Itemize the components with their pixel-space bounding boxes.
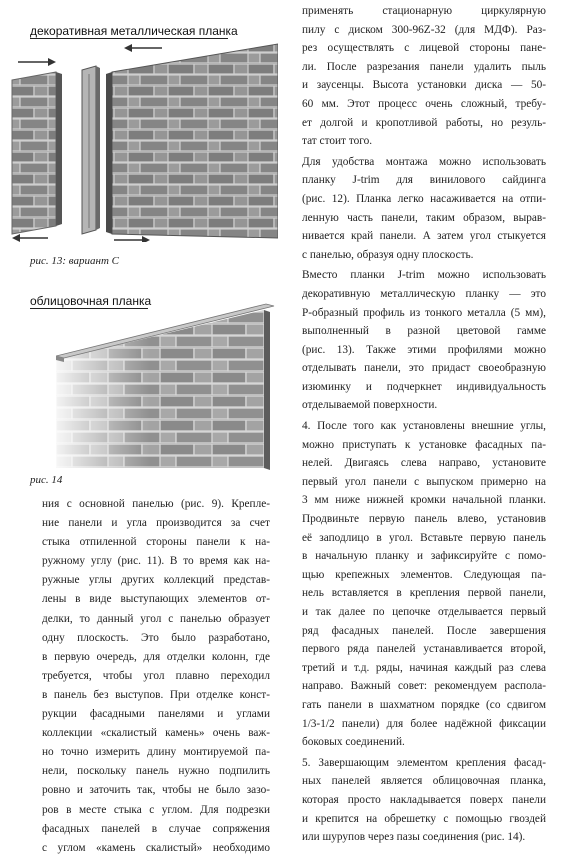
text-line: стыка отпиленной стороны панели к на- xyxy=(42,536,270,549)
text-line: ровно и заточить так, чтобы не было зазо- xyxy=(42,784,270,797)
left-column xyxy=(42,495,270,858)
text-line: первого ряда панелей устанавливается второй, xyxy=(302,643,546,656)
text-line: пилу с диском 300-96Z-32 (для МДФ). Раз- xyxy=(302,23,546,36)
text-line: изюминку и подчеркнет индивидуальность xyxy=(302,380,546,393)
text-line: (рис. 12). Планка легко насаживается на отпи- xyxy=(302,192,546,205)
text-line: ли. После разрезания панели удалить пыль xyxy=(302,60,546,73)
text-line: ния с основной панелью (рис. 9). Крепле- xyxy=(42,498,270,510)
text-line: нель вставляется в крепления первой панели, xyxy=(302,587,546,600)
text-line: ет долгой и кропотливой работы, но резуль- xyxy=(302,116,546,129)
text-line: тат стоит того. xyxy=(302,135,373,148)
text-line: с углом «камень скалистый» необходимо xyxy=(42,841,270,854)
text-line: коллекции «скалистый камень» очень важ- xyxy=(42,727,270,740)
text-line: гать панели в шахматном порядке (со сдвигом xyxy=(302,698,546,711)
text-line: которая просто накладывается поверх панели xyxy=(302,793,546,806)
list-item-4 xyxy=(302,417,546,752)
text-line: (рис. 13). Также этими профилями можно xyxy=(302,343,546,356)
text-line: делки, то данный угол с панелью образует xyxy=(42,612,270,625)
text-line: нивается край панели. А затем угол стыкуется xyxy=(302,230,546,243)
text-line: декоративную металлическую планку — это xyxy=(302,287,546,300)
text-line: Продвиньте первую панель влево, установив xyxy=(302,513,546,526)
text-line: фасадных панелей в случае сопряжения xyxy=(42,822,270,835)
text-line: рез осуществлять с лицевой стороны пане- xyxy=(302,42,546,55)
text-line: планку J-trim для винилового сайдинга xyxy=(302,174,546,187)
text-line: ние панели и угла производится за счет xyxy=(42,517,270,530)
text-line: 60 мм. Этот процесс очень сложный, требу- xyxy=(302,97,546,110)
paragraph xyxy=(302,266,546,415)
text-line: Вместо планки J-trim можно использовать xyxy=(302,269,546,282)
text-line: лены в виде выступающих элементов от- xyxy=(42,593,270,606)
text-line: ружному углу (рис. 11). В то время как на- xyxy=(42,555,270,568)
text-line: 4. После того как установлены внешние углы, xyxy=(302,420,546,433)
text-line: нели, поскольку панель нужно подпилить xyxy=(42,765,270,778)
list-item-5 xyxy=(302,754,546,847)
text-line: 3 мм ниже нижней кромки начальной планки. xyxy=(302,494,546,507)
text-line: отделываемой поверхности. xyxy=(302,399,438,412)
text-line: Для удобства монтажа можно использовать xyxy=(302,155,546,168)
text-line: Р-образный профиль из тонкого металла (5 мм), xyxy=(302,306,546,319)
text-line: ных панелей является облицовочная планка, xyxy=(302,775,546,788)
text-line: в панель без выступов. При отделке конст- xyxy=(42,688,270,701)
text-line: третий и т.д. ряды, начиная каждый раз слева xyxy=(302,661,546,674)
fig13-illustration xyxy=(8,42,278,242)
fig14-label: облицовочная планка xyxy=(30,294,152,308)
text-line: можно приступать к установке фасадных па- xyxy=(302,438,546,451)
text-line: или шурупов через пазы соединения (рис. 14). xyxy=(302,831,526,844)
text-line: отделывать панели, это придаст своеобразную xyxy=(302,362,546,375)
text-line: и заусенцы. Высота установки диска — 50- xyxy=(302,79,546,92)
fig14-illustration xyxy=(56,300,296,470)
fig13-caption: рис. 13: вариант С xyxy=(30,255,119,267)
text-line: ров в месте стыка с углом. Для подрезки xyxy=(42,803,270,816)
right-column xyxy=(302,2,546,849)
fig13-left-panel xyxy=(12,72,62,234)
text-line: 5. Завершающим элементом крепления фасад- xyxy=(302,756,546,769)
text-line: одну плоскость. Это было разработано, xyxy=(42,631,270,644)
paragraph xyxy=(302,153,546,265)
text-line: направо. Важный совет: рекомендуем распола- xyxy=(302,680,546,693)
text-line: боковых соединений. xyxy=(302,736,405,749)
fig13-metal-profile xyxy=(82,66,100,234)
text-line: и крепится на обрешетку с помощью гвоздей xyxy=(302,812,546,825)
text-line: ружные углы других коллекций представ- xyxy=(42,574,270,587)
text-line: её заподлицо в угол. Вставьте первую панель xyxy=(302,531,546,544)
text-line: первый угол панели с выпуском примерно на xyxy=(302,475,546,488)
text-line: требуется, чтобы угол плавно переходил xyxy=(42,669,270,682)
text-line: рукции фасадными панелями и углами xyxy=(42,708,270,721)
text-line: применять стационарную циркулярную xyxy=(302,5,546,17)
text-line: щью крепежных элементов. Следующая па- xyxy=(302,568,546,581)
text-line: и так далее по цепочке отделывается первый xyxy=(302,606,546,618)
text-line: 1/3-1/2 панели) для более надёжной фиксации xyxy=(302,717,546,730)
text-line: выполненный в разной цветовой гамме xyxy=(302,325,546,338)
text-line: но точно измерить длину монтируемой па- xyxy=(42,746,270,759)
text-line: в первую очередь, для отделки колонн, где xyxy=(42,650,270,663)
paragraph xyxy=(302,2,546,151)
text-line: ленную часть панели, таким образом, вырав- xyxy=(302,211,546,224)
fig13-wall xyxy=(106,44,278,238)
text-line: нелей. Двигаясь слева направо, установите xyxy=(302,457,546,470)
fig13-label: декоративная металлическая планка xyxy=(30,24,238,38)
text-line: в начальную планку и зафиксируйте с помо- xyxy=(302,550,546,563)
text-line: с панелью, образуя одну плоскость. xyxy=(302,248,474,261)
fig14-wall xyxy=(56,310,270,470)
fig14-caption: рис. 14 xyxy=(30,474,63,486)
text-line: ряд фасадных панелей. После завершения xyxy=(302,624,546,637)
